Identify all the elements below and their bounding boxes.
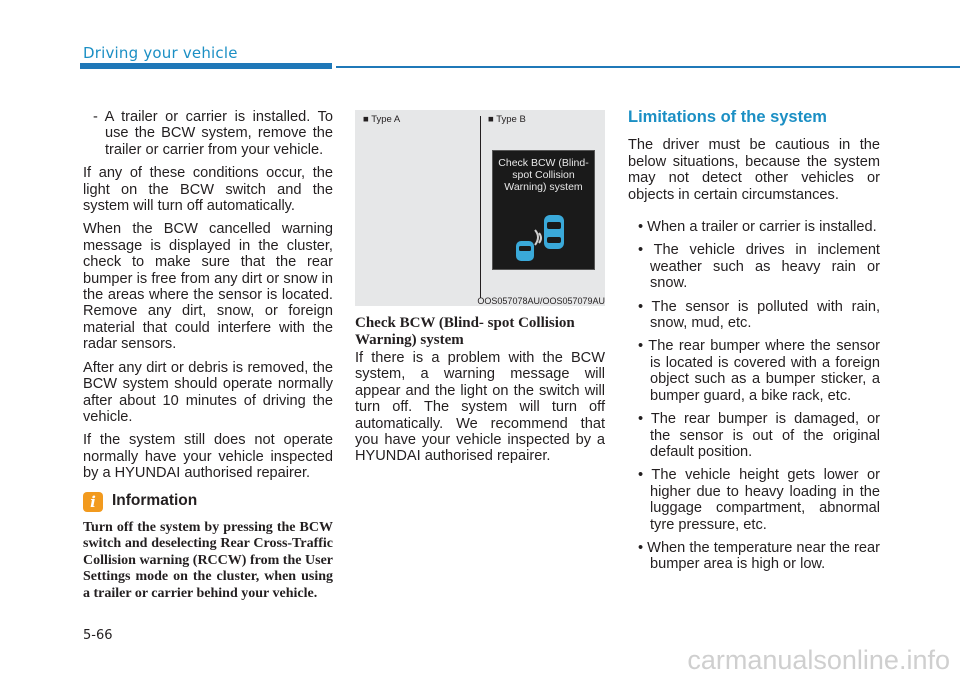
limitation-item: • The sensor is polluted with rain, snow, mud, etc.: [638, 298, 880, 332]
check-bcw-body: If there is a problem with the BCW system, a warning message will appear and the light on the switch will turn off. The system will turn off automatically. We recommend that you have your vehicle inspected by a HYUNDAI authorised repairer.: [355, 350, 605, 465]
cluster-warning-text: Check BCW (Blind-spot Collision Warning) system: [498, 157, 589, 193]
limitation-item: • The rear bumper is damaged, or the sensor is out of the original default position.: [638, 411, 880, 460]
cluster-warning-screen: [492, 150, 595, 270]
column-left: [83, 109, 333, 603]
limitation-item: • When the temperature near the rear bumper area is high or low.: [638, 539, 880, 573]
column-right: [628, 109, 880, 580]
limitations-title: Limitations of the system: [628, 108, 827, 126]
check-bcw-heading: Check BCW (Blind- spot Collision Warning) system: [355, 315, 575, 348]
paragraph-inspection: If the system still does not operate normally have your vehicle inspected by a HYUNDAI authorised repairer.: [83, 432, 333, 482]
information-icon: i: [83, 492, 103, 512]
section-title: Driving your vehicle: [83, 44, 238, 62]
header-rule-thin: [336, 66, 960, 68]
page-number: 5-66: [83, 628, 113, 643]
paragraph-debris: After any dirt or debris is removed, the BCW system should operate normally after about 10 minutes of driving the vehicle.: [83, 359, 333, 425]
header-rule-thick: [80, 63, 332, 69]
information-title: Information: [112, 492, 198, 510]
paragraph-conditions: If any of these conditions occur, the light on the BCW switch and the system will turn off automatically.: [83, 165, 333, 215]
cluster-figure: [355, 110, 605, 306]
limitation-item: • The vehicle height gets lower or higher due to heavy loading in the luggage compartment, abnormal tyre pressure, etc.: [638, 467, 880, 533]
figure-caption: OOS057078AU/OOS057079AU: [477, 296, 605, 306]
information-body: Turn off the system by pressing the BCW switch and deselecting Rear Cross-Traffic Collision warning (RCCW) from the User Settings mode on the cluster, when using a trailer or carrier behind your vehicle.: [83, 519, 333, 601]
column-middle-body: [355, 350, 605, 472]
limitation-item: • The rear bumper where the sensor is located is covered with a foreign object such as a bumper sticker, a bumper guard, a bike rack, etc.: [638, 338, 880, 404]
paragraph-trailer: - A trailer or carrier is installed. To use the BCW system, remove the trailer or carrier from your vehicle.: [93, 109, 333, 158]
limitation-item: • The vehicle drives in inclement weather such as heavy rain or snow.: [638, 242, 880, 292]
figure-divider: [480, 116, 481, 298]
limitation-item: • When a trailer or carrier is installed.: [638, 219, 877, 236]
figure-label-type-a: ■ Type A: [363, 114, 401, 125]
limitations-intro: The driver must be cautious in the below situations, because the system may not detect other vehicles or objects in certain circumstances.: [628, 137, 880, 203]
information-header: [83, 492, 333, 512]
figure-label-type-b: ■ Type B: [488, 114, 526, 125]
paragraph-cancelled-warning: When the BCW cancelled warning message is displayed in the cluster, check to make sure that the rear bumper is free from any dirt or snow in the areas where the sensor is located. Remove any dirt, snow, or foreign material that could interfere with the radar sensors.: [83, 221, 333, 353]
vehicle-radar-icon: [511, 213, 577, 265]
watermark: carmanualsonline.info: [687, 645, 950, 675]
